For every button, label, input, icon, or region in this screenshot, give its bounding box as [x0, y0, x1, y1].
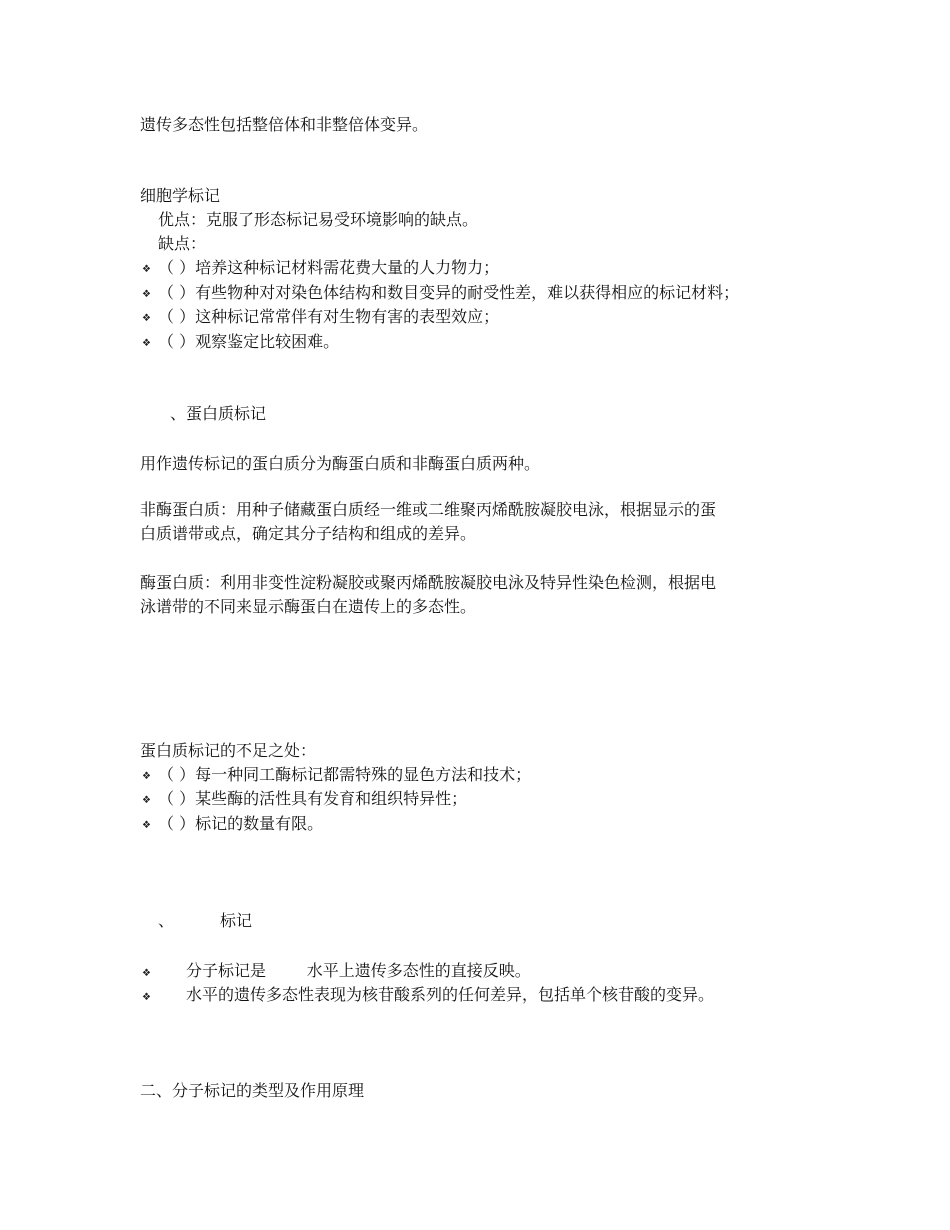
cytology-advantage: 优点：克服了形态标记易受环境影响的缺点。 [158, 210, 479, 229]
bullet-icon: ❖ [142, 338, 151, 349]
cytology-disadvantage-label: 缺点： [158, 234, 207, 253]
list-item: （ ）某些酶的活性具有发育和组织特异性； [158, 789, 468, 808]
bullet-icon: ❖ [142, 771, 151, 782]
dna-heading-prefix: 、 [158, 911, 175, 930]
list-item: （ ）每一种同工酶标记都需特殊的显色方法和技术； [158, 765, 532, 784]
list-item: 水平的遗传多态性表现为核苷酸系列的任何差异，包括单个核苷酸的变异。 [186, 985, 715, 1004]
bullet-icon: ❖ [142, 992, 151, 1003]
bullet-icon: ❖ [142, 820, 151, 831]
list-item: （ ）观察鉴定比较困难。 [158, 332, 340, 351]
list-item: （ ）这种标记常常伴有对生物有害的表型效应； [158, 307, 500, 326]
bullet-icon: ❖ [142, 289, 151, 300]
cytology-title: 细胞学标记 [140, 186, 221, 205]
protein-paragraph-3-line-2: 泳谱带的不同来显示酶蛋白在遗传上的多态性。 [140, 597, 477, 616]
bullet-icon: ❖ [142, 795, 151, 806]
bullet-icon: ❖ [142, 313, 151, 324]
dna-heading-word: 标记 [220, 911, 253, 930]
protein-heading: 、蛋白质标记 [170, 404, 267, 423]
protein-paragraph-1: 用作遗传标记的蛋白质分为酶蛋白质和非酶蛋白质两种。 [140, 454, 541, 473]
protein-paragraph-2-line-2: 白质谱带或点，确定其分子结构和组成的差异。 [140, 524, 477, 543]
list-item: （ ）标记的数量有限。 [158, 814, 324, 833]
protein-paragraph-2-line-1: 非酶蛋白质：用种子储藏蛋白质经一维或二维聚丙烯酰胺凝胶电泳，根据显示的蛋 [140, 500, 717, 519]
intro-text: 遗传多态性包括整倍体和非整倍体变异。 [140, 115, 429, 134]
section-2-heading: 二、分子标记的类型及作用原理 [140, 1081, 365, 1100]
protein-shortcomings-title: 蛋白质标记的不足之处： [140, 741, 317, 760]
list-item: （ ）培养这种标记材料需花费大量的人力物力； [158, 258, 500, 277]
list-item: （ ）有些物种对对染色体结构和数目变异的耐受性差，难以获得相应的标记材料； [158, 283, 740, 302]
list-item: 分子标记是 水平上遗传多态性的直接反映。 [186, 961, 531, 980]
bullet-icon: ❖ [142, 968, 151, 979]
protein-paragraph-3-line-1: 酶蛋白质：利用非变性淀粉凝胶或聚丙烯酰胺凝胶电泳及特异性染色检测，根据电 [140, 573, 717, 592]
bullet-icon: ❖ [142, 264, 151, 275]
